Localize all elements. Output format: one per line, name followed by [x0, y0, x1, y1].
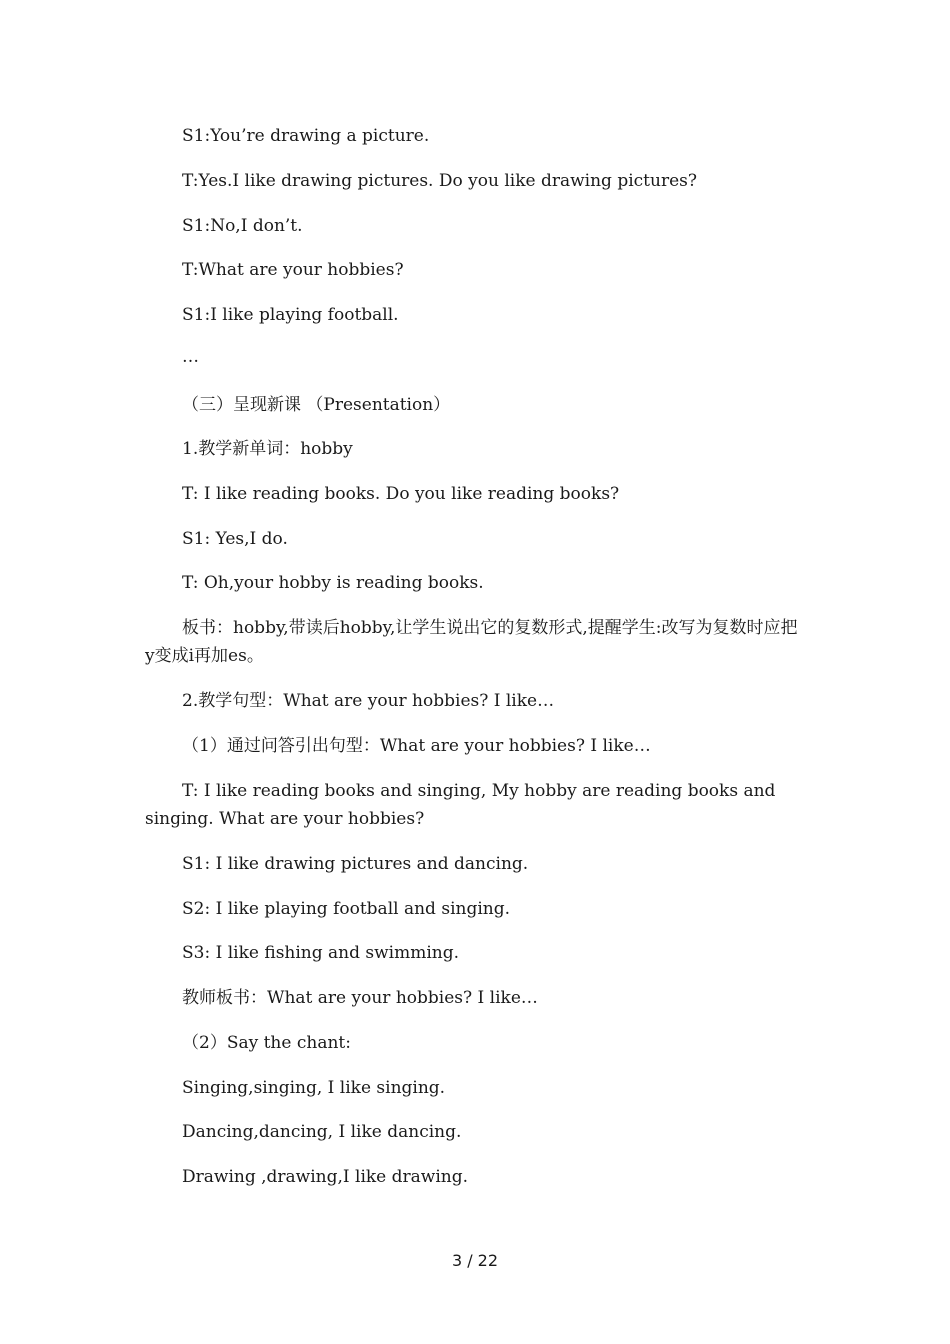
- page-number: 3 / 22: [451, 1251, 499, 1270]
- dialogue-line: T: I like reading books. Do you like reading books?: [182, 484, 620, 504]
- ellipsis-line: …: [182, 347, 199, 367]
- dialogue-line: S3: I like fishing and swimming.: [182, 943, 460, 963]
- blackboard-note: 教师板书：What are your hobbies? I like…: [182, 988, 538, 1008]
- chant-line: Singing,singing, I like singing.: [182, 1078, 446, 1098]
- dialogue-line: S1: I like drawing pictures and dancing.: [182, 854, 529, 874]
- dialogue-line: S1: Yes,I do.: [182, 529, 288, 549]
- sub-step-heading: （1）通过问答引出句型：What are your hobbies? I like…: [182, 736, 651, 756]
- dialogue-line: T:What are your hobbies?: [182, 260, 404, 280]
- dialogue-line: T: Oh,your hobby is reading books.: [182, 573, 484, 593]
- chant-line: Dancing,dancing, I like dancing.: [182, 1122, 462, 1142]
- section-heading: （三）呈现新课 （Presentation）: [182, 395, 451, 415]
- sub-step-heading: （2）Say the chant:: [182, 1033, 351, 1053]
- dialogue-line: S2: I like playing football and singing.: [182, 899, 511, 919]
- dialogue-paragraph: T: I like reading books and singing, My hobby are reading books and singing. What are your hobbies?: [145, 781, 776, 829]
- blackboard-note: 板书：hobby,带读后hobby,让学生说出它的复数形式,提醒学生:改写为复数时应把y变成i再加es。: [145, 618, 798, 666]
- dialogue-line: S1:No,I don’t.: [182, 216, 303, 236]
- step-heading: 1.教学新单词：hobby: [182, 439, 353, 459]
- dialogue-line: S1:You’re drawing a picture.: [182, 126, 430, 146]
- dialogue-line: S1:I like playing football.: [182, 305, 399, 325]
- dialogue-line: T:Yes.I like drawing pictures. Do you like drawing pictures?: [182, 171, 697, 191]
- chant-line: Drawing ,drawing,I like drawing.: [182, 1167, 469, 1187]
- step-heading: 2.教学句型：What are your hobbies? I like…: [182, 691, 555, 711]
